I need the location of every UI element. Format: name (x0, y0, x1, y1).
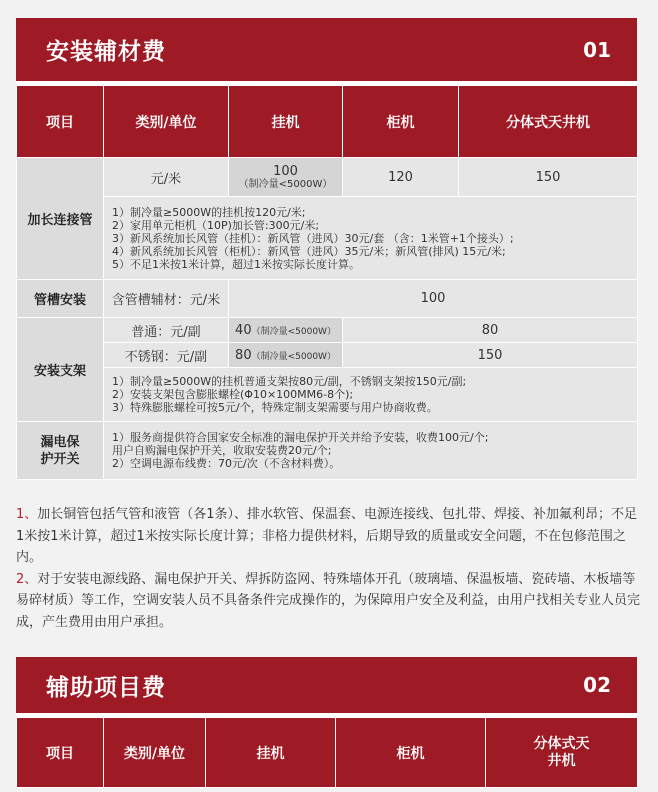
section-1-number: 01 (583, 37, 611, 62)
footnotes (16, 504, 640, 633)
trunking-price: 100 (229, 280, 638, 318)
table-row (17, 280, 638, 318)
header-item: 项目 (17, 86, 104, 158)
header-category: 类别/单位 (104, 86, 229, 158)
footnote-1-text: 加长铜管包括气管和液管（各1条）、排水软管、保温套、电源连接线、包扎带、焊接、补加氟利昂；不足1米按1米计算，超过1米按实际长度计算；非格力提供材料，后期导致的质量或安全问题，不在包修范围之内。 (16, 507, 638, 565)
breaker-note: 1）服务商提供符合国家安全标准的漏电保护开关并给予安装，收费100元/个; (112, 431, 489, 444)
table-header-row (17, 86, 638, 158)
table-row (17, 422, 638, 480)
extension-note: 4）新风系统加长风管（柜机）：新风管（进风）35元/米；新风管(排风) 15元/米; (112, 244, 506, 258)
install-materials-table (16, 85, 638, 480)
extension-wall-price: 100 (273, 164, 298, 179)
bracket-label: 安装支架 (17, 318, 104, 422)
header-category: 类别/单位 (104, 718, 206, 788)
header-item: 项目 (17, 718, 104, 788)
extension-label: 加长连接管 (17, 158, 104, 280)
bracket-steel-unit: 不锈钢：元/副 (104, 343, 229, 368)
table-row (17, 343, 638, 368)
section-2 (16, 657, 637, 788)
breaker-label-cell (17, 422, 104, 480)
bracket-normal-wall-price: 40 (235, 322, 252, 338)
header-cabinet: 柜机 (336, 718, 486, 788)
section-1-title: 安装辅材费 (46, 39, 166, 65)
auxiliary-items-table (16, 717, 638, 788)
breaker-label: 漏电保护开关 (40, 434, 80, 467)
header-ceiling: 分体式天井机 (533, 735, 590, 769)
header-cabinet: 柜机 (343, 86, 459, 158)
extension-notes (104, 197, 638, 280)
bracket-note: 1）制冷量≥5000W的挂机普通支架按80元/副，不锈钢支架按150元/副; (112, 375, 467, 388)
bracket-normal-wall-cell (229, 318, 343, 343)
extension-note: 5）不足1米按1米计算，超过1米按实际长度计算。 (112, 257, 360, 271)
section-1-header (16, 18, 637, 81)
extension-ceiling-price: 150 (459, 158, 638, 197)
trunking-label: 管槽安装 (17, 280, 104, 318)
bracket-steel-wall-price: 80 (235, 347, 252, 363)
table-row (17, 368, 638, 422)
bracket-notes (104, 368, 638, 422)
section-2-title: 辅助项目费 (46, 674, 166, 701)
footnote-2 (16, 569, 640, 634)
section-1 (16, 18, 637, 480)
footnote-2-text: 对于安装电源线路、漏电保护开关、焊拆防盗网、特殊墙体开孔（玻璃墙、保温板墙、瓷砖墙、木板墙等易碎材质）等工作，空调安装人员不具备条件完成操作的，为保障用户安全及利益，由用户找相关专业人员完成，产生费用由用户承担。 (16, 571, 641, 630)
bracket-normal-wall-note: （制冷量<5000W） (251, 326, 336, 337)
footnote-1-number: 1、 (16, 507, 38, 522)
trunking-unit: 含管槽辅材：元/米 (104, 280, 229, 318)
bracket-note: 3）特殊膨胀螺栓可按5元/个，特殊定制支架需要与用户协商收费。 (112, 401, 438, 414)
extension-wall-cell (229, 158, 343, 197)
section-2-number: 02 (583, 673, 611, 697)
table-row (17, 318, 638, 343)
extension-unit: 元/米 (104, 158, 229, 197)
extension-note: 2）家用单元柜机（10P)加长管:300元/米; (112, 218, 320, 232)
header-ceiling-cell (486, 718, 638, 788)
bracket-normal-unit: 普通：元/副 (104, 318, 229, 343)
table-row (17, 158, 638, 197)
extension-note: 3）新风系统加长风管（挂机）：新风管（进风）30元/套 （含：1米管+1个接头）; (112, 231, 514, 245)
header-wall: 挂机 (206, 718, 336, 788)
bracket-note: 2）安装支架包含膨胀螺栓(Φ10×100MM6-8个); (112, 388, 354, 401)
footnote-1 (16, 504, 640, 569)
breaker-notes (104, 422, 638, 480)
header-ceiling: 分体式天井机 (459, 86, 638, 158)
breaker-note: 用户自购漏电保护开关，收取安装费20元/个; (112, 444, 332, 457)
bracket-normal-other-price: 80 (343, 318, 638, 343)
table-row (17, 197, 638, 280)
bracket-steel-wall-cell (229, 343, 343, 368)
bracket-steel-other-price: 150 (343, 343, 638, 368)
extension-cabinet-price: 120 (343, 158, 459, 197)
footnote-2-number: 2、 (16, 571, 38, 587)
section-2-header (16, 657, 637, 713)
table-header-row (17, 718, 638, 788)
breaker-note: 2）空调电源布线费：70元/次（不含材料费）。 (112, 457, 341, 470)
extension-wall-note: （制冷量<5000W） (238, 179, 333, 190)
bracket-steel-wall-note: （制冷量<5000W） (251, 351, 336, 362)
header-wall: 挂机 (229, 86, 343, 158)
extension-note: 1）制冷量≥5000W的挂机按120元/米; (112, 205, 306, 219)
